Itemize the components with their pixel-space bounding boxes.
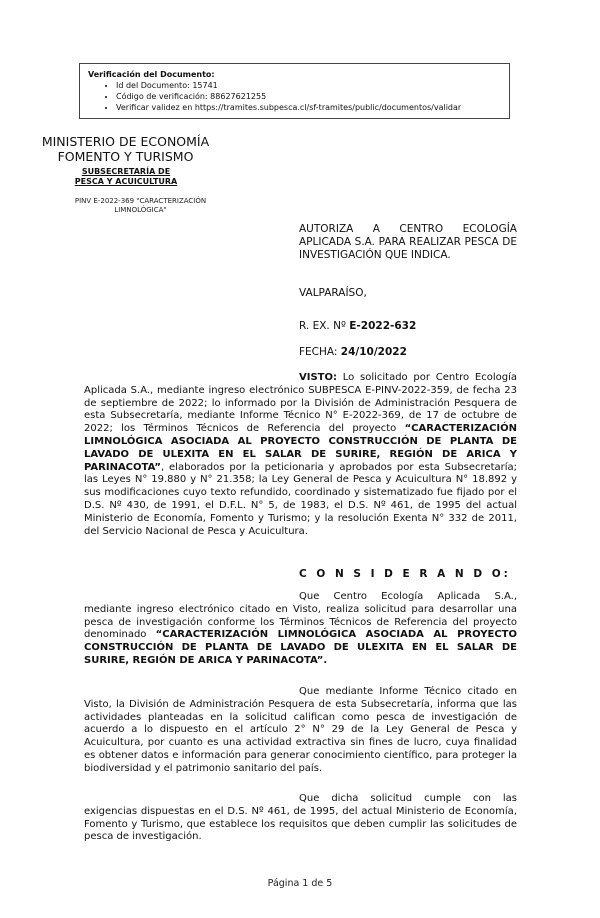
ministry-header: [38, 134, 213, 164]
considerando-paragraph-3: Que dicha solicitud cumple con las exigencias dispuestas en el D.S. Nº 461, de 1995, del actual Ministerio de Economía, Fomento y Turismo, que establece los requisitos que deben cumplir las solicitudes de pesca de investigación.: [84, 793, 517, 843]
considerando-paragraph-2: Que mediante Informe Técnico citado en Visto, la División de Administración Pesquera de esta Subsecretaría, informa que las actividades planteadas en la solicitud califican como pesca de investigación de acuerdo a lo dispuesto en el artículo 2° N° 29 de la Ley General de Pesca y Acuicultura, por cuanto es una actividad extractiva sin fines de lucro, cuya finalidad es obtener datos e información para generar conocimiento científico, para proteger la biodiversidad y el patrimonio sanitario del país.: [84, 686, 517, 774]
resolution-number-value: E-2022-632: [349, 320, 417, 332]
visto-heading: VISTO:: [299, 372, 337, 383]
pinv-reference: PINV E-2022-369 "CARACTERIZACIÓN LIMNOLÓGICA": [74, 197, 207, 214]
ministry-line-2: FOMENTO Y TURISMO: [57, 149, 194, 164]
resolution-subject: AUTORIZA A CENTRO ECOLOGÍA APLICADA S.A. PARA REALIZAR PESCA DE INVESTIGACIÓN QUE INDICA.: [299, 223, 517, 261]
visto-text-1: Lo solicitado por Centro Ecología Aplicada S.A., mediante ingreso electrónico SUBPESCA E-PINV-2022-359, de fecha 23 de septiembre de 2022; lo informado por la División de Administración Pesquera de esta Subsecretaría, mediante Informe Técnico N° E-2022-369, de 17 de octubre de 2022; los Términos Técnicos de Referencia del proyecto: [84, 372, 517, 435]
resolution-number: [299, 320, 416, 332]
verification-title: Verificación del Documento:: [88, 70, 215, 79]
visto-project-title: “CARACTERIZACIÓN LIMNOLÓGICA ASOCIADA AL PROYECTO CONSTRUCCIÓN DE PLANTA DE LAVADO DE ULEXITA EN EL SALAR DE SURIRE, REGIÓN DE ARICA Y PARINACOTA”: [84, 423, 517, 473]
page-number: Página 1 de 5: [267, 878, 333, 889]
verification-id: • Id del Documento: 15741: [116, 80, 503, 91]
visto-text-2: , elaborados por la peticionaria y aprobados por esta Subsecretaría; las Leyes N° 19.880 y N° 21.358; la Ley General de Pesca y Acuicultura N° 18.892 y sus modificaciones cuyo texto refundido, coordinado y sistematizado fue fijado por el D.S. Nº 430, de 1991, el D.F.L. N° 5, de 1983, el D.S. Nº 461, de 1995 del actual Ministerio de Economía, Fomento y Turismo; y la resolución Exenta N° 332 de 2011, del Servicio Nacional de Pesca y Acuicultura.: [84, 461, 517, 537]
verification-code: • Código de verificación: 88627621255: [116, 91, 503, 102]
p1-end: .: [323, 654, 328, 666]
p1-text: Que Centro Ecología Aplicada S.A., mediante ingreso electrónico citado en Visto, realiza solicitud para desarrollar una pesca de investigación conforme los Términos Técnicos de Referencia del proyecto denominado: [84, 591, 517, 641]
resolution-date-value: 24/10/2022: [340, 346, 407, 358]
city-label: VALPARAÍSO,: [299, 287, 367, 299]
visto-paragraph: [84, 372, 517, 538]
subsecretaria-label: SUBSECRETARÍA DE PESCA Y ACUICULTURA: [74, 167, 178, 186]
considerando-paragraph-1: [84, 591, 517, 668]
resolution-number-label: R. EX. Nº: [299, 320, 350, 332]
p1-project-title: “CARACTERIZACIÓN LIMNOLÓGICA ASOCIADA AL PROYECTO CONSTRUCCIÓN DE PLANTA DE LAVADO DE ULEXITA EN EL SALAR DE SURIRE, REGIÓN DE ARICA Y PARINACOTA”: [84, 629, 517, 666]
resolution-date: [299, 346, 407, 358]
resolution-date-label: FECHA:: [299, 346, 341, 358]
verification-list: [88, 80, 503, 113]
ministry-line-1: MINISTERIO DE ECONOMÍA: [41, 134, 210, 149]
verification-link[interactable]: • Verificar validez en https://tramites.subpesca.cl/sf-tramites/public/documentos/validar: [116, 102, 503, 113]
verification-box: [79, 63, 510, 119]
considerando-heading: C O N S I D E R A N D O:: [299, 568, 511, 580]
